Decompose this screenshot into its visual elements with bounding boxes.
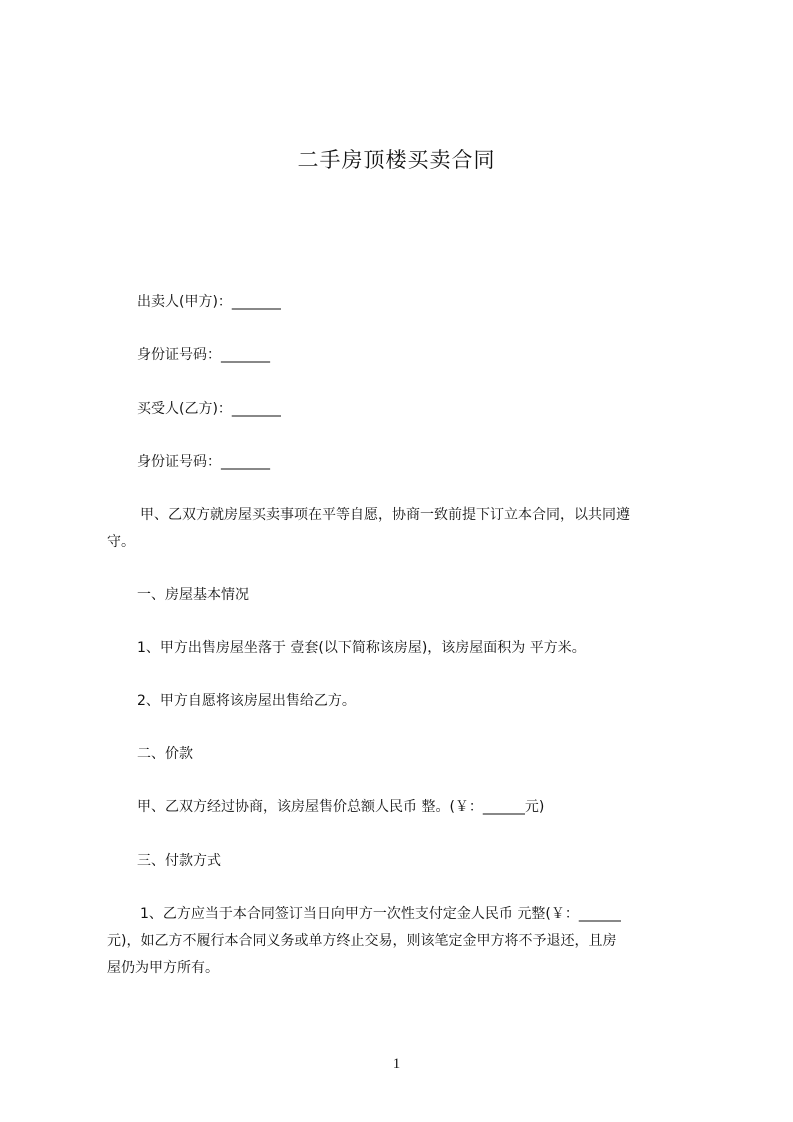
buyer-field: 买受人(乙方)：_______: [137, 401, 281, 417]
seller-field: 出卖人(甲方)：_______: [137, 294, 281, 310]
section-2-text: 甲、乙双方经过协商，该房屋售价总额人民币 整。(￥：______元): [137, 799, 545, 815]
section-2-heading: 二、价款: [137, 746, 193, 762]
intro-paragraph-line-2: 守。: [107, 534, 135, 550]
section-3-item-1-line-3: 屋仍为甲方所有。: [107, 960, 219, 976]
section-1-item-2: 2、甲方自愿将该房屋出售给乙方。: [137, 693, 356, 709]
section-1-item-1: 1、甲方出售房屋坐落于 壹套(以下简称该房屋)，该房屋面积为 平方米。: [137, 640, 586, 656]
seller-id-field: 身份证号码：_______: [137, 347, 270, 363]
section-3-item-1-line-1: 1、乙方应当于本合同签订当日向甲方一次性支付定金人民币 元整(￥：______: [140, 906, 621, 922]
document-title: 二手房顶楼买卖合同: [297, 148, 496, 172]
page-number: 1: [392, 1056, 401, 1072]
intro-paragraph-line-1: 甲、乙双方就房屋买卖事项在平等自愿，协商一致前提下订立本合同，以共同遵: [140, 507, 630, 523]
section-3-item-1-line-2: 元)，如乙方不履行本合同义务或单方终止交易，则该笔定金甲方将不予退还，且房: [107, 933, 617, 949]
section-3-heading: 三、付款方式: [137, 853, 221, 869]
buyer-id-field: 身份证号码：_______: [137, 454, 270, 470]
section-1-heading: 一、房屋基本情况: [137, 587, 249, 603]
